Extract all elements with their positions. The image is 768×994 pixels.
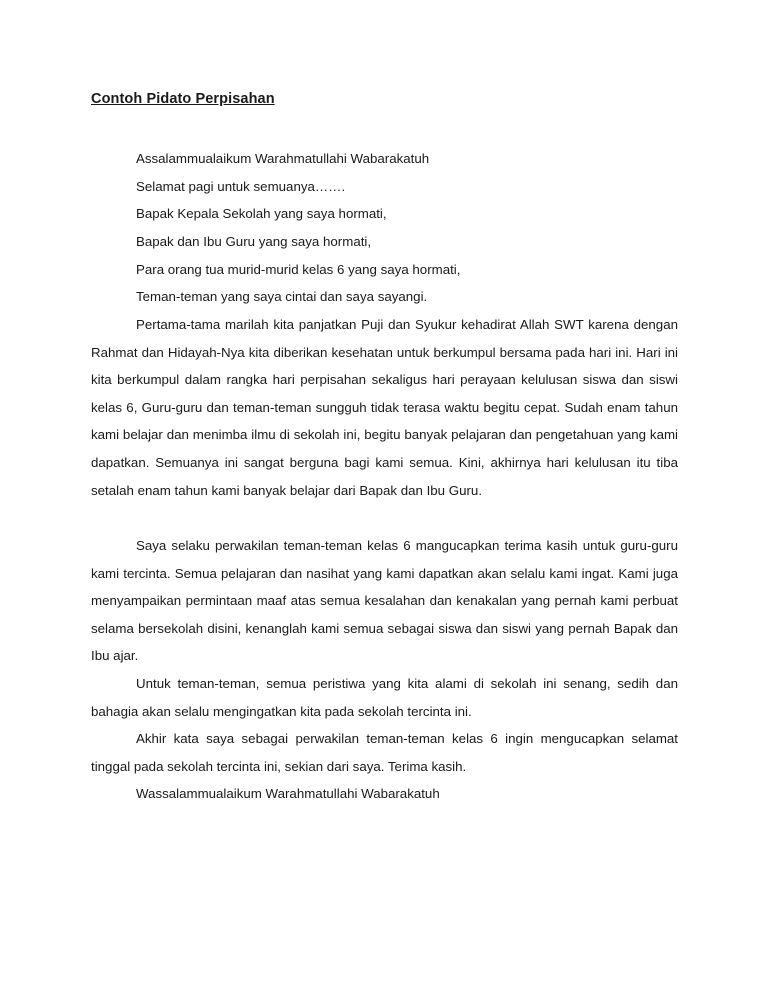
greeting-line: Bapak dan Ibu Guru yang saya hormati, (136, 234, 372, 249)
body-paragraph: Untuk teman-teman, semua peristiwa yang kita alami di sekolah ini senang, sedih dan bahagia akan selalu mengingatkan kita pada sekolah tercinta ini. (91, 676, 678, 719)
closing-line: Wassalammualaikum Warahmatullahi Wabarakatuh (136, 786, 440, 801)
body-paragraph: Akhir kata saya sebagai perwakilan teman-teman kelas 6 ingin mengucapkan selamat tinggal pada sekolah tercinta ini, sekian dari saya. Terima kasih. (91, 731, 678, 774)
greeting-line: Para orang tua murid-murid kelas 6 yang saya hormati, (136, 262, 461, 277)
body-paragraph: Saya selaku perwakilan teman-teman kelas 6 mangucapkan terima kasih untuk guru-guru kami tercinta. Semua pelajaran dan nasihat yang kami dapatkan akan selalu kami ingat. Kami juga menyampaikan permintaan maaf atas semua kesalahan dan kenakalan yang pernah kami perbuat selama bersekolah disini, kenanglah kami semua sebagai siswa dan siswi yang pernah Bapak dan Ibu ajar. (91, 538, 678, 664)
body-paragraph: Pertama-tama marilah kita panjatkan Puji dan Syukur kehadirat Allah SWT karena dengan Rahmat dan Hidayah-Nya kita diberikan kesehatan untuk berkumpul bersama pada hari ini. Hari ini kita berkumpul dalam rangka hari perpisahan sekaligus hari perayaan kelulusan siswa dan siswi kelas 6, Guru-guru dan teman-teman sungguh tidak terasa waktu begitu cepat. Sudah enam tahun kami belajar dan menimba ilmu di sekolah ini, begitu banyak pelajaran dan pengetahuan yang kami dapatkan. Semuanya ini sangat berguna bagi kami semua. Kini, akhirnya hari kelulusan itu tiba setalah enam tahun kami banyak belajar dari Bapak dan Ibu Guru. (91, 317, 678, 498)
greeting-line: Bapak Kepala Sekolah yang saya hormati, (136, 206, 387, 221)
greeting-line: Teman-teman yang saya cintai dan saya sayangi. (136, 289, 428, 304)
greeting-line: Selamat pagi untuk semuanya……. (136, 179, 346, 194)
document-title: Contoh Pidato Perpisahan (91, 91, 275, 107)
greeting-line: Assalammualaikum Warahmatullahi Wabarakatuh (136, 151, 430, 166)
